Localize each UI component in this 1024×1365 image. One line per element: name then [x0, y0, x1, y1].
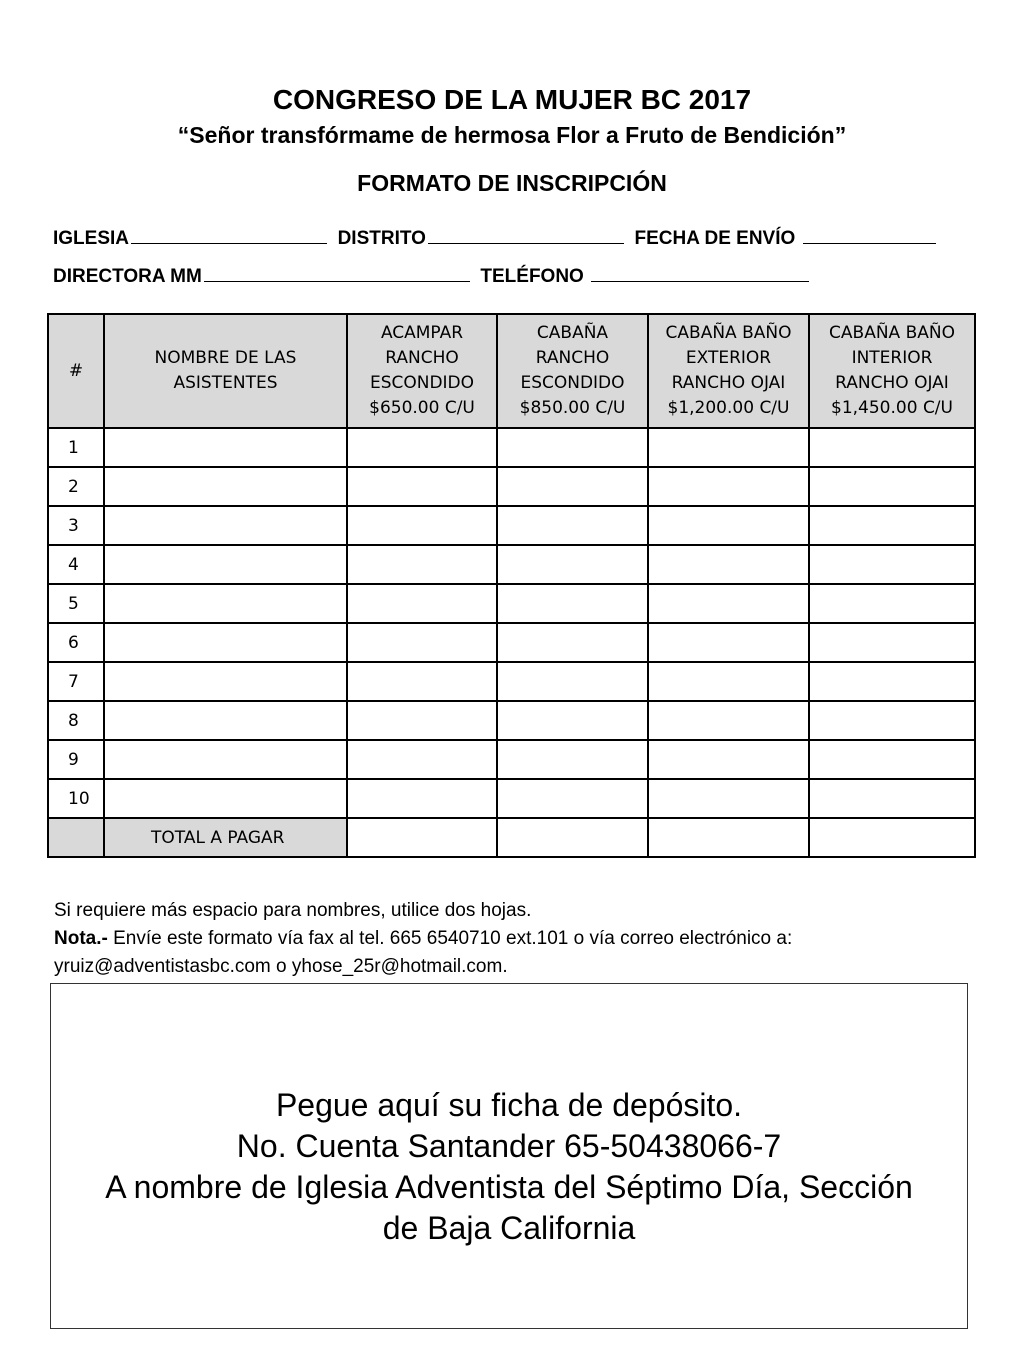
- lodging-option-cell[interactable]: [648, 584, 809, 623]
- lodging-option-cell[interactable]: [809, 545, 975, 584]
- deposit-line-3: A nombre de Iglesia Adventista del Séptimo Día, Sección: [105, 1169, 913, 1205]
- form-title: FORMATO DE INSCRIPCIÓN: [357, 170, 667, 196]
- nota-label: Nota.-: [54, 928, 108, 949]
- header-cabana-interior-ojai: CABAÑA BAÑO INTERIOR RANCHO OJAI $1,450.00 C/U: [809, 314, 975, 428]
- lodging-option-cell[interactable]: [809, 467, 975, 506]
- row-number: 4: [48, 545, 104, 584]
- row-number: 3: [48, 506, 104, 545]
- lodging-option-cell[interactable]: [648, 779, 809, 818]
- deposit-line-1: Pegue aquí su ficha de depósito.: [275, 1087, 743, 1123]
- table-row: [48, 623, 975, 662]
- lodging-option-cell[interactable]: [347, 779, 497, 818]
- lodging-option-cell[interactable]: [497, 740, 648, 779]
- lodging-option-cell[interactable]: [497, 662, 648, 701]
- attendee-name-cell[interactable]: [104, 740, 347, 779]
- attendee-name-cell[interactable]: [104, 701, 347, 740]
- attendee-name-cell[interactable]: [104, 428, 347, 467]
- lodging-option-cell[interactable]: [347, 623, 497, 662]
- lodging-option-cell[interactable]: [648, 428, 809, 467]
- total-row-blank-cell: [48, 818, 104, 857]
- registration-table: [47, 313, 976, 858]
- attendee-name-cell[interactable]: [104, 779, 347, 818]
- total-amount-cell[interactable]: [648, 818, 809, 857]
- notes-line-2: [54, 925, 792, 953]
- row-number: 10: [48, 779, 104, 818]
- lodging-option-cell[interactable]: [809, 428, 975, 467]
- lodging-option-cell[interactable]: [347, 701, 497, 740]
- row-number: 8: [48, 701, 104, 740]
- lodging-option-cell[interactable]: [497, 701, 648, 740]
- attendee-name-cell[interactable]: [104, 623, 347, 662]
- lodging-option-cell[interactable]: [809, 701, 975, 740]
- row-number: 5: [48, 584, 104, 623]
- lodging-option-cell[interactable]: [347, 467, 497, 506]
- header-fields-row-2: [53, 264, 809, 288]
- attendee-name-cell[interactable]: [104, 662, 347, 701]
- deposit-line-2: No. Cuenta Santander 65-50438066-7: [236, 1128, 782, 1164]
- table-row: [48, 740, 975, 779]
- lodging-option-cell[interactable]: [347, 506, 497, 545]
- row-number: 9: [48, 740, 104, 779]
- lodging-option-cell[interactable]: [809, 506, 975, 545]
- directora-field[interactable]: [204, 264, 470, 282]
- lodging-option-cell[interactable]: [497, 467, 648, 506]
- attendee-name-cell[interactable]: [104, 467, 347, 506]
- fecha-envio-label: FECHA DE ENVÍO: [634, 228, 796, 249]
- table-row: [48, 701, 975, 740]
- lodging-option-cell[interactable]: [497, 506, 648, 545]
- attendee-name-cell[interactable]: [104, 506, 347, 545]
- row-number: 2: [48, 467, 104, 506]
- lodging-option-cell[interactable]: [648, 623, 809, 662]
- notes: [54, 897, 792, 981]
- fecha-envio-field[interactable]: [803, 226, 936, 244]
- lodging-option-cell[interactable]: [648, 740, 809, 779]
- header-cabana-escondido: CABAÑA RANCHO ESCONDIDO $850.00 C/U: [497, 314, 648, 428]
- iglesia-label: IGLESIA: [53, 228, 130, 249]
- deposit-instructions: [50, 1085, 968, 1249]
- total-amount-cell[interactable]: [347, 818, 497, 857]
- iglesia-field[interactable]: [131, 226, 327, 244]
- lodging-option-cell[interactable]: [648, 662, 809, 701]
- header-nombre: NOMBRE DE LAS ASISTENTES: [104, 314, 347, 428]
- distrito-label: DISTRITO: [337, 228, 426, 249]
- lodging-option-cell[interactable]: [809, 662, 975, 701]
- row-number: 7: [48, 662, 104, 701]
- lodging-option-cell[interactable]: [347, 545, 497, 584]
- lodging-option-cell[interactable]: [347, 584, 497, 623]
- lodging-option-cell[interactable]: [497, 545, 648, 584]
- total-amount-cell[interactable]: [809, 818, 975, 857]
- lodging-option-cell[interactable]: [347, 662, 497, 701]
- table-row: [48, 662, 975, 701]
- table-row: [48, 779, 975, 818]
- document-title: CONGRESO DE LA MUJER BC 2017: [272, 84, 752, 115]
- lodging-option-cell[interactable]: [497, 428, 648, 467]
- lodging-option-cell[interactable]: [809, 779, 975, 818]
- attendee-name-cell[interactable]: [104, 584, 347, 623]
- lodging-option-cell[interactable]: [648, 506, 809, 545]
- header-number: #: [48, 314, 104, 428]
- header-acampar-escondido: ACAMPAR RANCHO ESCONDIDO $650.00 C/U: [347, 314, 497, 428]
- directora-label: DIRECTORA MM: [53, 266, 202, 287]
- total-row: [48, 818, 975, 857]
- document-subtitle: “Señor transfórmame de hermosa Flor a Fruto de Bendición”: [177, 122, 847, 148]
- notes-line-1: Si requiere más espacio para nombres, utilice dos hojas.: [54, 900, 532, 921]
- header-fields-row-1: [53, 226, 936, 250]
- lodging-option-cell[interactable]: [648, 545, 809, 584]
- table-row: [48, 428, 975, 467]
- table-row: [48, 467, 975, 506]
- lodging-option-cell[interactable]: [809, 584, 975, 623]
- lodging-option-cell[interactable]: [809, 740, 975, 779]
- header-cabana-exterior-ojai: CABAÑA BAÑO EXTERIOR RANCHO OJAI $1,200.00 C/U: [648, 314, 809, 428]
- lodging-option-cell[interactable]: [497, 584, 648, 623]
- total-amount-cell[interactable]: [497, 818, 648, 857]
- lodging-option-cell[interactable]: [648, 467, 809, 506]
- table-row: [48, 584, 975, 623]
- table-header-row: [48, 314, 975, 428]
- nota-text: Envíe este formato vía fax al tel. 665 6540710 ext.101 o vía correo electrónico a:: [107, 928, 793, 949]
- lodging-option-cell[interactable]: [347, 740, 497, 779]
- lodging-option-cell[interactable]: [809, 623, 975, 662]
- row-number: 1: [48, 428, 104, 467]
- notes-line-3: yruiz@adventistasbc.com o yhose_25r@hotmail.com.: [54, 956, 508, 977]
- telefono-label: TELÉFONO: [480, 266, 584, 287]
- row-number: 6: [48, 623, 104, 662]
- total-label: TOTAL A PAGAR: [104, 818, 347, 857]
- table-row: [48, 545, 975, 584]
- table-row: [48, 506, 975, 545]
- attendee-name-cell[interactable]: [104, 545, 347, 584]
- lodging-option-cell[interactable]: [497, 779, 648, 818]
- lodging-option-cell[interactable]: [497, 623, 648, 662]
- lodging-option-cell[interactable]: [648, 701, 809, 740]
- deposit-line-4: de Baja California: [382, 1210, 636, 1246]
- telefono-field[interactable]: [591, 264, 809, 282]
- distrito-field[interactable]: [428, 226, 624, 244]
- lodging-option-cell[interactable]: [347, 428, 497, 467]
